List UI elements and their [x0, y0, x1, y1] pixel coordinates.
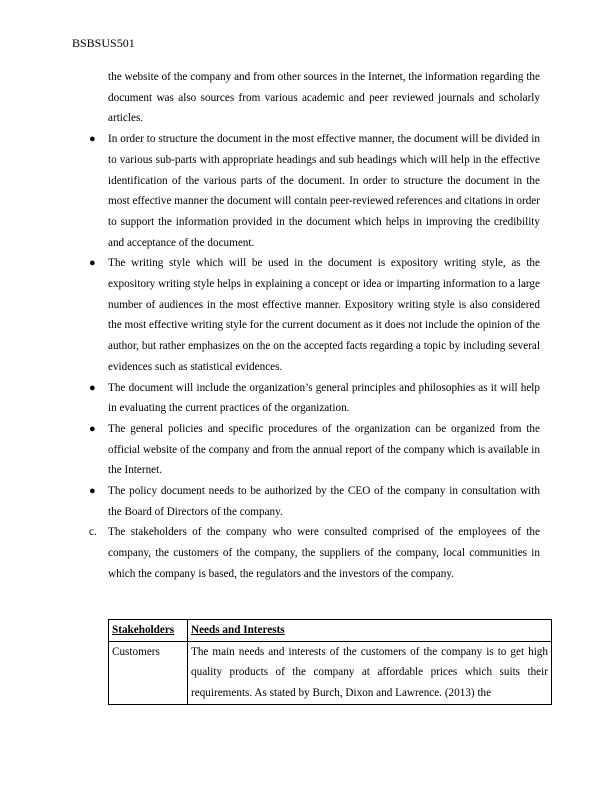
list-item-text: The stakeholders of the company who were consulted comprised of the employees of the company, the customers of the company, the suppliers of the company, local communities in which the company is based, the regulators and the investors of the company. — [108, 526, 540, 580]
bullet-item — [89, 419, 540, 481]
bullet-icon: ● — [89, 133, 96, 146]
bullet-text: The writing style which will be used in the document is expository writing style, as the expository writing style helps in explaining a concept or idea or imparting information to a large number of audiences in the most effective manner. Expository writing style is also considered the most effective writing style for the current document as it does not include the opinion of the author, but rather emphasizes on the on the accepted facts regarding a topic by including several evidences such as statistical evidences. — [108, 257, 540, 373]
bullet-text: The general policies and specific procedures of the organization can be organized from the official website of the company and from the annual report of the company which is available in the Internet. — [108, 422, 540, 477]
intro-paragraph: the website of the company and from other sources in the Internet, the information regarding the document was also sources from various academic and peer reviewed journals and scholarly articles. — [108, 71, 540, 125]
bullet-item — [89, 481, 540, 522]
header-stakeholders: Stakeholders — [109, 620, 188, 642]
bullet-icon: ● — [89, 257, 96, 270]
bullet-item — [89, 129, 540, 253]
bullet-icon: ● — [89, 422, 96, 435]
bullet-text: In order to structure the document in the most effective manner, the document will be divided in to various sub-parts with appropriate headings and sub headings which will help in the effective identification of the various parts of the document. In order to structure the document in the most effective manner the document will contain peer-reviewed references and citations in order to support the information provided in the document which helps in improving the credibility and acceptance of the document. — [108, 133, 540, 249]
bullet-text: The policy document needs to be authorized by the CEO of the company in consultation with the Board of Directors of the company. — [108, 485, 540, 518]
header-needs-interests: Needs and Interests — [188, 620, 552, 642]
bullet-icon: ● — [89, 485, 96, 498]
bullet-item — [89, 253, 540, 377]
list-item-c — [89, 522, 540, 584]
cell-stakeholder: Customers — [109, 641, 188, 704]
stakeholder-table — [108, 619, 552, 705]
running-header: BSBSUS501 — [72, 36, 135, 50]
bullet-icon: ● — [89, 381, 96, 394]
table-header-row — [109, 620, 552, 642]
bullet-text: The document will include the organization’s general principles and philosophies as it will help in evaluating the current practices of the organization. — [108, 381, 540, 415]
table-row — [109, 641, 552, 704]
bullet-item — [89, 378, 540, 419]
cell-needs: The main needs and interests of the customers of the company is to get high quality products of the company at affordable prices which suits their requirements. As stated by Burch, Dixon and Lawrence. (2013) the — [188, 641, 552, 704]
document-body — [0, 67, 612, 585]
list-marker: c. — [89, 526, 97, 539]
